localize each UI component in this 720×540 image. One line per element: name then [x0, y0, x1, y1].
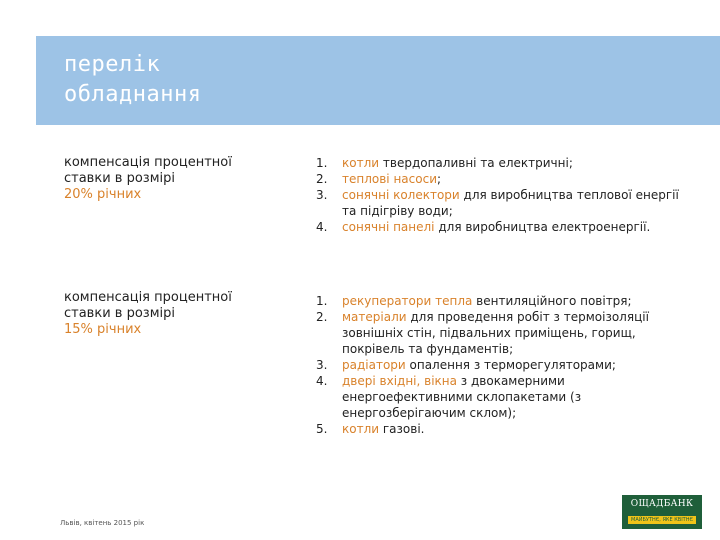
list-item-highlight: рекуператори тепла [342, 294, 473, 308]
list-item [316, 357, 696, 373]
page-title-line-1: перелік [64, 52, 161, 77]
page-title [64, 50, 464, 110]
section-1-label-line-2: ставки в розмірі [64, 171, 175, 186]
list-item-number: 4. [316, 220, 328, 234]
list-item [316, 421, 696, 437]
oschadbank-logo [622, 495, 702, 529]
list-item [316, 293, 696, 309]
logo-slogan: МАЙБУТНЄ, ЯКЕ КВІТНЄ [628, 516, 696, 524]
section-2-equipment-list [316, 293, 696, 437]
list-item-number: 3. [316, 358, 328, 372]
list-item-highlight: радіатори [342, 358, 406, 372]
section-2-label-line-2: ставки в розмірі [64, 306, 175, 321]
list-item-highlight: теплові насоси [342, 172, 437, 186]
section-1-rate: 20% річних [64, 187, 142, 202]
logo-name: ОЩАДБАНК [630, 499, 694, 509]
list-item-number: 2. [316, 172, 328, 186]
list-item [316, 219, 696, 235]
list-item-text: вентиляційного повітря; [472, 294, 632, 308]
list-item-highlight: сонячні панелі [342, 220, 435, 234]
list-item [316, 187, 696, 219]
list-item [316, 373, 696, 421]
list-item-text: для проведення робіт з термоізоляції зовнішніх стін, підвальних приміщень, горищ, покрівель та фундаментів; [342, 310, 649, 356]
section-1-label-line-1: компенсація процентної [64, 155, 232, 170]
list-item-highlight: двері вхідні, вікна [342, 374, 457, 388]
footer-location-date: Львів, квітень 2015 рік [60, 519, 145, 527]
list-item-number: 1. [316, 156, 328, 170]
page-title-line-2: обладнання [64, 82, 202, 107]
list-item [316, 309, 696, 357]
list-item-text: для виробництва електроенергії. [434, 220, 651, 234]
section-1-equipment-list [316, 155, 696, 235]
list-item-number: 1. [316, 294, 328, 308]
list-item-highlight: сонячні колектори [342, 188, 460, 202]
list-item-number: 2. [316, 310, 328, 324]
list-item-number: 3. [316, 188, 328, 202]
list-item-text: опалення з терморегуляторами; [405, 358, 616, 372]
section-2-label-line-1: компенсація процентної [64, 290, 232, 305]
section-2-rate: 15% річних [64, 322, 142, 337]
list-item-number: 5. [316, 422, 328, 436]
list-item-number: 4. [316, 374, 328, 388]
section-2-label [64, 290, 294, 338]
list-item-text: твердопаливні та електричні; [379, 156, 573, 170]
list-item [316, 155, 696, 171]
list-item-highlight: матеріали [342, 310, 407, 324]
list-item-text: газові. [379, 422, 425, 436]
list-item [316, 171, 696, 187]
list-item-text: для виробництва теплової енергії та підігріву води; [342, 188, 679, 218]
list-item-text: з двокамерними енергоефективними склопакетами (з енергозберігаючим склом); [342, 374, 582, 420]
list-item-highlight: котли [342, 422, 380, 436]
section-1-label [64, 155, 294, 203]
list-item-text: ; [437, 172, 442, 186]
list-item-highlight: котли [342, 156, 380, 170]
